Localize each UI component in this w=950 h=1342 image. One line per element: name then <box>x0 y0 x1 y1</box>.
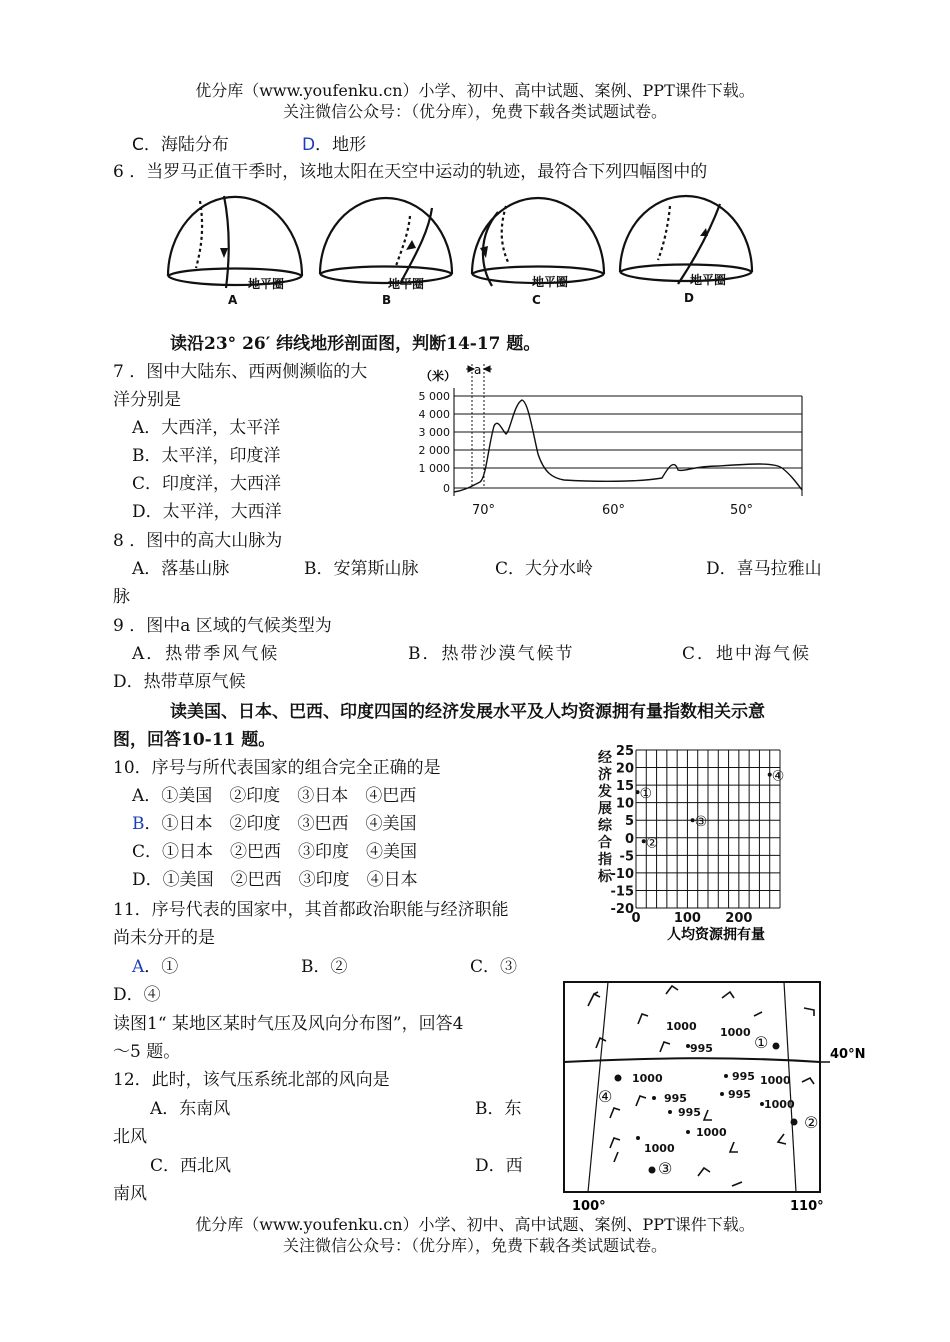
q11-option-a: A．① <box>132 957 179 977</box>
profile-ytick: 4 000 <box>418 408 450 421</box>
horizon-label-c: 地平圈 <box>532 275 569 289</box>
isobar-value: 995 <box>678 1106 701 1119</box>
isobar-value: 1000 <box>696 1126 727 1139</box>
scatter-ylabel-char: 展 <box>598 801 612 817</box>
q9-option-c: C．地中海气候 <box>682 644 812 664</box>
isobar-value: 1000 <box>764 1098 795 1111</box>
scatter-ytick: 15 <box>615 779 634 795</box>
isobar-value: 995 <box>728 1088 751 1101</box>
q10-stem: 10．序号与所代表国家的组合完全正确的是 <box>113 758 441 778</box>
scatter-ytick: -20 <box>610 902 634 917</box>
q12-option-d: D．西 <box>475 1156 523 1176</box>
q10-option-c: C．①日本 ②巴西 ③印度 ④美国 <box>132 842 418 862</box>
profile-region-label: a <box>474 363 482 377</box>
q12-stem: 12．此时，该气压系统北部的风向是 <box>113 1070 390 1090</box>
scatter-point-label: ② <box>645 835 659 852</box>
marker-circle-4: ④ <box>598 1087 613 1106</box>
marker-circle-1: ① <box>754 1033 769 1052</box>
q5-option-c: C．海陆分布 <box>132 135 229 155</box>
q10-option-d: D．①美国 ②巴西 ③印度 ④日本 <box>132 870 418 890</box>
intro-3-line-2: ～5 题。 <box>113 1042 181 1062</box>
isobar-value: 1000 <box>760 1074 791 1087</box>
isobar-value: 1000 <box>644 1142 675 1155</box>
sun-path-figure-b <box>320 198 452 284</box>
scatter-ytick: -5 <box>619 849 634 865</box>
q9-option-a: A．热带季风气候 <box>132 644 280 664</box>
q10-option-a: A．①美国 ②印度 ③日本 ④巴西 <box>132 786 417 806</box>
section-2-heading-1: 读美国、日本、巴西、印度四国的经济发展水平及人均资源拥有量指数相关示意 <box>170 702 765 722</box>
profile-ytick: 0 <box>443 482 450 495</box>
q12-option-d-wrap: 南风 <box>113 1184 147 1204</box>
scatter-point-label: ④ <box>771 768 785 785</box>
scatter-ylabel-char: 济 <box>598 767 612 783</box>
figure-label-c: C <box>532 293 541 307</box>
scatter-ylabel-char: 指 <box>598 852 612 868</box>
q12-option-a: A．东南风 <box>150 1099 231 1119</box>
scatter-ylabel-char: 综 <box>598 818 612 834</box>
scatter-chart <box>596 740 800 948</box>
figure-label-d: D <box>684 291 694 305</box>
q11-option-d: D．④ <box>113 985 161 1005</box>
q11-stem-1: 11．序号代表的国家中，其首都政治职能与经济职能 <box>113 900 509 920</box>
q12-option-b-wrap: 北风 <box>113 1127 147 1147</box>
figure-label-a: A <box>228 293 238 307</box>
marker-circle-2: ② <box>804 1113 819 1132</box>
scatter-ytick: 0 <box>624 831 634 847</box>
profile-ytick: 2 000 <box>418 444 450 457</box>
scatter-ytick: 10 <box>615 796 634 812</box>
footer-line-1: 优分库（www.youfenku.cn）小学、初中、高中试题、案例、PPT课件下载。 <box>195 1215 755 1234</box>
q12-option-c: C．西北风 <box>150 1156 232 1176</box>
q9-option-b: B．热带沙漠气候节 <box>408 644 575 664</box>
scatter-xlabel: 人均资源拥有量 <box>667 927 765 943</box>
q8-stem: 8 ．图中的高大山脉为 <box>113 531 283 551</box>
scatter-ytick: 20 <box>615 761 634 777</box>
q7-option-c: C．印度洋，大西洋 <box>132 474 282 494</box>
profile-xtick: 70° <box>472 503 496 518</box>
horizon-label-b: 地平圈 <box>388 277 425 291</box>
intro-3-line-1: 读图1“ 某地区某时气压及风向分布图”，回答4 <box>113 1014 464 1034</box>
q6-stem: 6 ．当罗马正值干季时，该地太阳在天空中运动的轨迹，最符合下列四幅图中的 <box>113 162 708 182</box>
q7-stem-1: 7 ．图中大陆东、西两侧濒临的大 <box>113 362 368 382</box>
q11-option-c: C．③ <box>470 957 518 977</box>
terrain-profile-chart <box>418 358 808 523</box>
scatter-ytick: -10 <box>610 866 634 882</box>
isobar-value: 1000 <box>632 1072 663 1085</box>
scatter-point-label: ③ <box>694 814 708 831</box>
footer-line-2: 关注微信公众号：（优分库），免费下载各类试题试卷。 <box>282 1236 667 1255</box>
isobar-value: 1000 <box>666 1020 697 1033</box>
q7-option-b: B．太平洋，印度洋 <box>132 446 281 466</box>
profile-unit-label: （米） <box>420 369 457 383</box>
profile-ytick: 1 000 <box>418 462 450 475</box>
horizon-label-d: 地平圈 <box>690 273 727 287</box>
horizon-label-a: 地平圈 <box>248 277 285 291</box>
latitude-label: 40°N <box>830 1047 866 1062</box>
q9-stem: 9 ．图中a 区域的气候类型为 <box>113 616 332 636</box>
scatter-xtick: 200 <box>725 911 753 926</box>
scatter-ytick: 25 <box>615 744 634 759</box>
section-2-heading-2: 图，回答10-11 题。 <box>113 730 276 750</box>
header-line-1: 优分库（www.youfenku.cn）小学、初中、高中试题、案例、PPT课件下载。 <box>195 81 755 100</box>
scatter-xtick: 100 <box>673 911 701 926</box>
header-line-2: 关注微信公众号：（优分库），免费下载各类试题试卷。 <box>282 102 667 121</box>
q8-option-b: B．安第斯山脉 <box>304 559 419 579</box>
isobar-value: 1000 <box>720 1026 751 1039</box>
isobar-value: 995 <box>690 1042 713 1055</box>
q7-option-d: D．太平洋，大西洋 <box>132 502 282 522</box>
profile-xtick: 50° <box>730 503 754 518</box>
sun-path-figure-d <box>620 196 752 284</box>
pressure-wind-map <box>558 976 878 1216</box>
q5-option-d: D．地形 <box>302 135 367 155</box>
sun-path-diagrams <box>160 186 780 311</box>
longitude-left-label: 100° <box>572 1199 606 1214</box>
q11-stem-2: 尚未分开的是 <box>113 928 215 948</box>
profile-xtick: 60° <box>602 503 626 518</box>
scatter-point-label: ① <box>639 786 653 803</box>
q8-option-d: D．喜马拉雅山 <box>706 559 822 579</box>
isobar-value: 995 <box>732 1070 755 1083</box>
q8-option-d-wrap: 脉 <box>113 587 130 607</box>
q9-option-d: D．热带草原气候 <box>113 672 246 692</box>
longitude-right-label: 110° <box>790 1199 824 1214</box>
marker-circle-3: ③ <box>658 1159 673 1178</box>
q8-option-c: C．大分水岭 <box>495 559 594 579</box>
section-1-heading: 读沿23° 26′ 纬线地形剖面图，判断14-17 题。 <box>170 334 541 354</box>
scatter-ylabel-char: 发 <box>598 784 612 800</box>
figure-label-b: B <box>382 293 392 307</box>
q10-option-b: B．①日本 ②印度 ③巴西 ④美国 <box>132 814 417 834</box>
q7-stem-2: 洋分别是 <box>113 390 181 410</box>
isobar-value: 995 <box>664 1092 687 1105</box>
q12-option-b: B．东 <box>475 1099 522 1119</box>
scatter-ylabel-char: 经 <box>598 750 612 766</box>
q7-option-a: A．大西洋，太平洋 <box>132 418 281 438</box>
q8-option-a: A．落基山脉 <box>132 559 230 579</box>
sun-path-figure-c <box>472 198 604 286</box>
q11-option-b: B．② <box>301 957 348 977</box>
profile-ytick: 3 000 <box>418 426 450 439</box>
scatter-ylabel-char: 合 <box>598 835 612 851</box>
scatter-xtick: 0 <box>631 911 641 926</box>
scatter-ylabel-char: 标 <box>598 869 612 885</box>
scatter-ytick: -15 <box>610 884 634 900</box>
scatter-ytick: 5 <box>624 814 634 830</box>
profile-ytick: 5 000 <box>418 390 450 403</box>
sun-path-figure-a <box>168 196 302 288</box>
